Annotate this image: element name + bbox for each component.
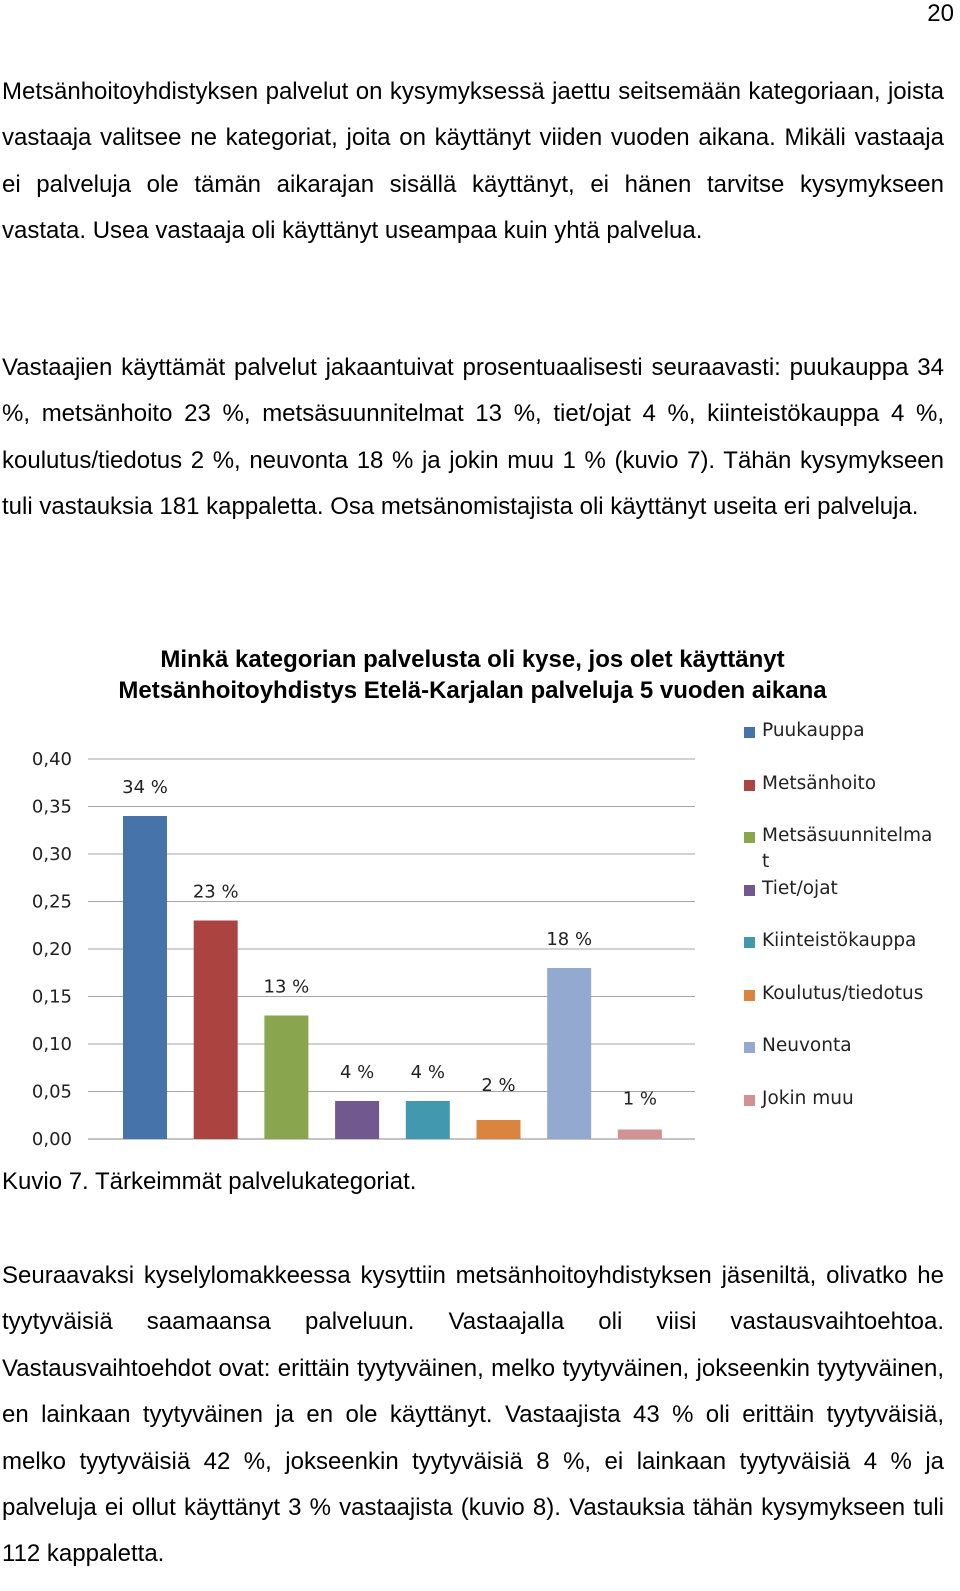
y-tick-label: 0,25 <box>31 891 72 913</box>
data-label: 18 % <box>546 929 593 950</box>
data-label: 2 % <box>481 1075 516 1096</box>
bar-jokin-muu <box>618 1130 662 1140</box>
bar-metsänhoito <box>194 921 238 1140</box>
figure-caption: Kuvio 7. Tärkeimmät palvelukategoriat. <box>2 1168 417 1195</box>
bar-chart <box>0 730 740 1160</box>
legend-swatch <box>744 727 755 738</box>
legend-swatch <box>744 1095 755 1106</box>
bar-kiinteistökauppa <box>406 1101 450 1139</box>
legend-label: Jokin muu <box>762 1088 854 1109</box>
legend-swatch <box>744 780 755 791</box>
bar-puukauppa <box>123 816 167 1139</box>
legend-label: Tiet/ojat <box>762 878 838 899</box>
bar-metsäsuunnitelmat <box>264 1016 308 1140</box>
legend-label: Kiinteistökauppa <box>762 930 917 951</box>
y-tick-label: 0,10 <box>31 1034 72 1055</box>
y-tick-label: 0,00 <box>31 1129 72 1150</box>
legend-swatch <box>744 885 755 896</box>
legend-swatch <box>744 937 755 948</box>
legend-label: Puukauppa <box>762 720 865 741</box>
data-label: 23 % <box>192 881 239 903</box>
legend-label: Metsänhoito <box>762 773 877 794</box>
legend-label: Koulutus/tiedotus <box>762 983 924 1004</box>
legend-label: Metsäsuunnitelma t <box>762 825 933 872</box>
data-label: 4 % <box>339 1062 375 1083</box>
legend-label: Neuvonta <box>762 1035 852 1056</box>
paragraph-3: Seuraavaksi kyselylomakkeessa kysyttiin metsänhoitoyhdistyksen jäseniltä, olivatko he tyytyväisiä saamaansa palveluun. Vastaajalla oli viisi vastausvaihtoehtoa. Vastausvaihtoehdot ovat: erittäin tyytyväinen, melko tyytyväinen, jokseenkin tyytyväinen, en lainkaan tyytyväinen ja en ole käyttänyt. Vastaajista 43 % oli erittäin tyytyväisiä, melko tyytyväisiä 42 %, jokseenkin tyytyväisiä 8 %, ei lainkaan tyytyväisiä 4 % ja palveluja ei ollut käyttänyt 3 % vastaajista (kuvio 8). Vastauksia tähän kysymykseen tuli 112 kappaletta. <box>2 1262 944 1568</box>
y-tick-label: 0,20 <box>31 939 72 960</box>
y-tick-label: 0,35 <box>31 796 72 818</box>
legend-swatch <box>744 1042 755 1053</box>
y-tick-label: 0,15 <box>31 986 72 1008</box>
bar-tiet-ojat <box>335 1101 379 1139</box>
bar-koulutus-tiedotus <box>477 1120 521 1139</box>
data-label: 1 % <box>622 1088 658 1110</box>
data-label: 13 % <box>263 976 310 998</box>
legend-swatch <box>744 990 755 1001</box>
y-tick-label: 0,30 <box>31 844 72 865</box>
page-number: 20 <box>927 0 954 27</box>
bar-neuvonta <box>547 968 591 1139</box>
paragraph-1: Metsänhoitoyhdistyksen palvelut on kysymyksessä jaettu seitsemään kategoriaan, joista vastaaja valitsee ne kategoriat, joita on käyttänyt viiden vuoden aikana. Mikäli vastaaja ei palveluja ole tämän aikarajan sisällä käyttänyt, ei hänen tarvitse kysymykseen vastata. Usea vastaaja oli käyttänyt useampaa kuin yhtä palvelua. <box>2 78 944 245</box>
y-tick-label: 0,05 <box>31 1081 72 1103</box>
data-label: 34 % <box>122 777 168 798</box>
legend-swatch <box>744 832 755 843</box>
chart-title: Minkä kategorian palvelusta oli kyse, jos olet käyttänyt Metsänhoitoyhdistys Etelä-Karjalan palveluja 5 vuoden aikana <box>118 646 827 704</box>
data-label: 4 % <box>410 1062 445 1083</box>
paragraph-2: Vastaajien käyttämät palvelut jakaantuivat prosentuaalisesti seuraavasti: puukauppa 34 %, metsänhoito 23 %, metsäsuunnitelmat 13 %, tiet/ojat 4 %, kiinteistökauppa 4 %, koulutus/tiedotus 2 %, neuvonta 18 % ja jokin muu 1 % (kuvio 7). Tähän kysymykseen tuli vastauksia 181 kappaletta. Osa metsänomistajista oli käyttänyt useita eri palveluja. <box>2 354 944 521</box>
y-tick-label: 0,40 <box>31 749 72 770</box>
